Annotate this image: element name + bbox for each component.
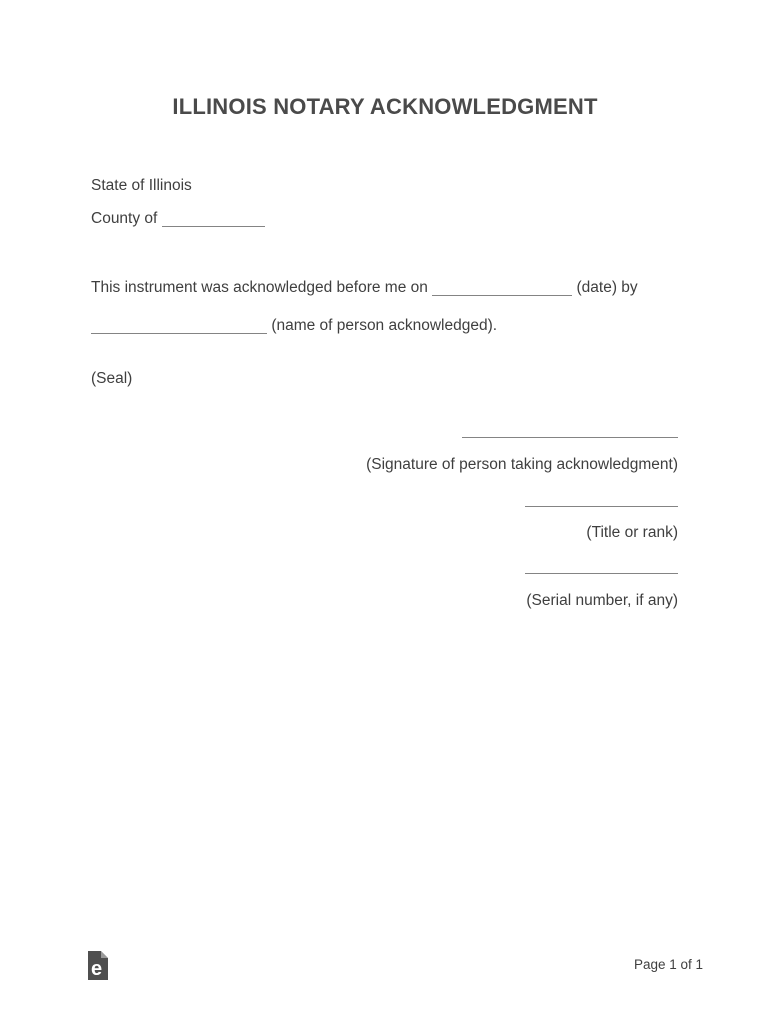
page-title: ILLINOIS NOTARY ACKNOWLEDGMENT xyxy=(172,94,598,119)
ack-text-after-name: (name of person acknowledged). xyxy=(271,317,498,334)
signature-field xyxy=(462,437,678,438)
eforms-logo xyxy=(88,951,108,980)
state-line: State of Illinois xyxy=(91,177,192,194)
ack-text-before-date: This instrument was acknowledged before me on xyxy=(91,279,428,296)
date-field xyxy=(432,280,572,296)
county-field xyxy=(162,211,265,227)
serial-caption: (Serial number, if any) xyxy=(526,592,678,609)
serial-field xyxy=(525,573,678,574)
title-rank-field xyxy=(525,506,678,507)
acknowledgment-sentence-line1 xyxy=(91,279,638,297)
eforms-logo-letter: e xyxy=(91,958,103,980)
county-label: County of xyxy=(91,210,158,227)
seal-label: (Seal) xyxy=(91,370,133,387)
page-indicator: Page 1 of 1 xyxy=(633,957,703,972)
acknowledgment-sentence-line2 xyxy=(91,317,497,335)
signature-caption: (Signature of person taking acknowledgment) xyxy=(366,456,678,473)
name-field xyxy=(91,318,267,334)
page-fold-cut-icon xyxy=(101,951,108,958)
county-line xyxy=(91,210,265,228)
ack-text-after-date: (date) by xyxy=(576,279,638,296)
title-rank-caption: (Title or rank) xyxy=(586,524,678,541)
